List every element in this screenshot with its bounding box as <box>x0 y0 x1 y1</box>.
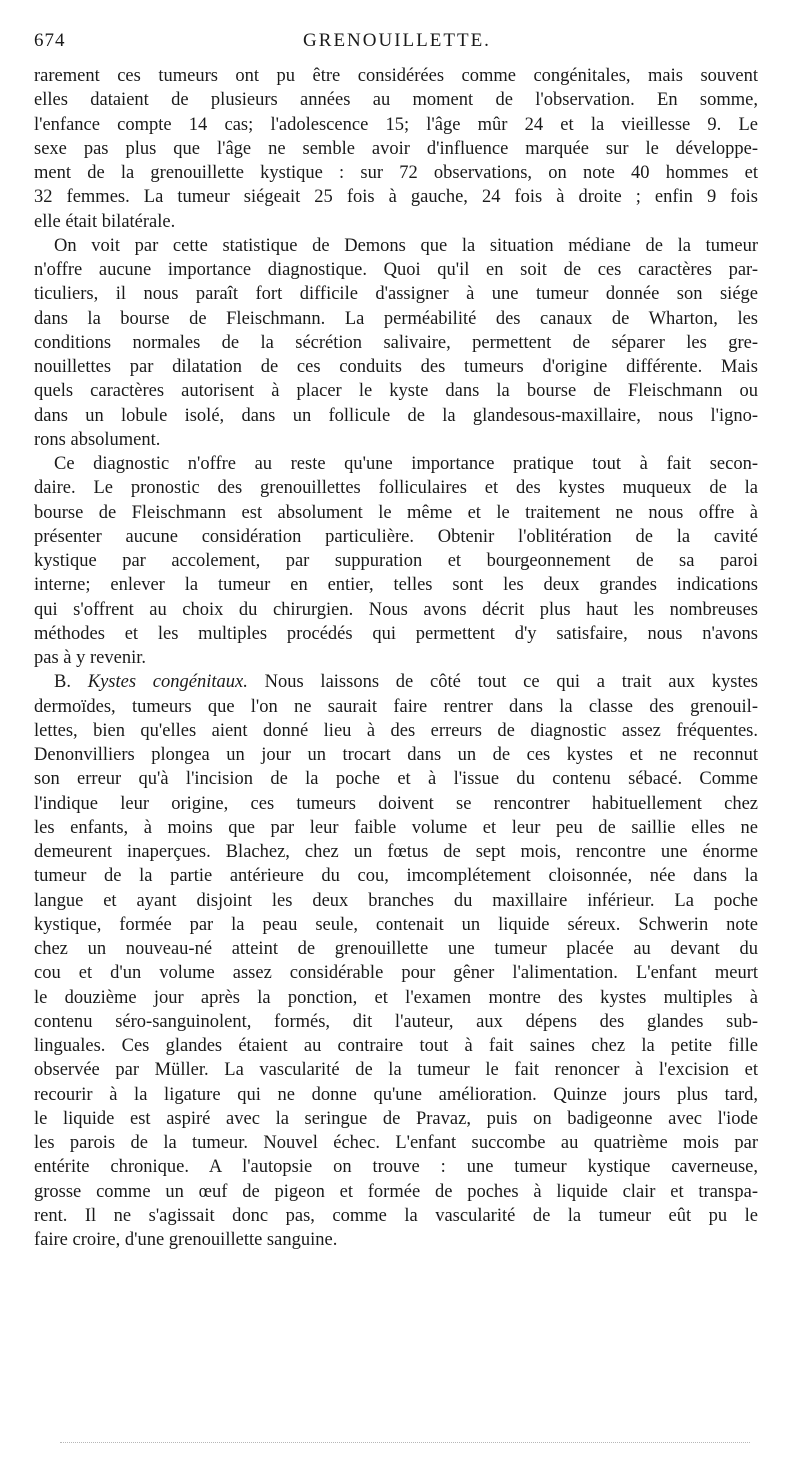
text-line: dans un lobule isolé, dans un follicule de la glandesous-maxillaire, nous l'igno- <box>34 405 758 426</box>
text-line: nouillettes par dilatation de ces conduits des tumeurs d'origine différente. Mais <box>34 357 758 377</box>
text-line: chez un nouveau-né atteint de grenouillette une tumeur placée au devant du <box>34 939 758 959</box>
text-line: qui s'offrent au choix du chirurgien. Nous avons décrit plus haut les nombreuses <box>34 599 758 620</box>
text-line: pas à y revenir. <box>34 648 146 668</box>
text-line: rarement ces tumeurs ont pu être considérées comme congénitales, mais souvent <box>34 66 758 86</box>
text-line: quels caractères autorisent à placer le kyste dans la bourse de Fleischmann ou <box>34 381 758 402</box>
text-line: ment de la grenouillette kystique : sur 72 observations, on note 40 hommes et <box>34 163 758 183</box>
page-bottom-edge <box>60 1442 750 1445</box>
text-line: ticuliers, il nous paraît fort difficile d'assigner à une tumeur donnée son siége <box>34 284 758 305</box>
text-line: présenter aucune considération particulière. Obtenir l'oblitération de la cavité <box>34 526 758 547</box>
page-number: 674 <box>34 30 66 51</box>
text-line: 32 femmes. La tumeur siégeait 25 fois à gauche, 24 fois à droite ; enfin 9 fois <box>34 187 758 208</box>
text-line: bourse de Fleischmann est absolument le même et le traitement ne nous offre à <box>34 502 758 523</box>
text-line: faire croire, d'une grenouillette sanguine. <box>34 1230 338 1250</box>
text-line: demeurent inaperçues. Blachez, chez un fœtus de sept mois, rencontre une énorme <box>34 842 758 862</box>
text-line: rent. Il ne s'agissait donc pas, comme la vascularité de la tumeur eût pu le <box>34 1205 758 1226</box>
text-line: son erreur qu'à l'incision de la poche et à l'issue du contenu sébacé. Comme <box>34 769 758 790</box>
text-line: linguales. Ces glandes étaient au contraire tout à fait saines chez la petite fille <box>34 1036 758 1056</box>
section-title: Kystes congénitaux. <box>87 672 248 693</box>
text-line: les parois de la tumeur. Nouvel échec. L'enfant succombe au quatrième mois par <box>34 1133 758 1153</box>
text-line: le liquide est aspiré avec la seringue de Pravaz, puis on badigeonne avec l'iode <box>34 1108 758 1129</box>
text-line: conditions normales de la sécrétion salivaire, permettent de séparer les gre- <box>34 332 758 353</box>
text-line: Denonvilliers plongea un jour un trocart dans un de ces kystes et ne reconnut <box>34 745 758 765</box>
text-line: Ce diagnostic n'offre au reste qu'une importance pratique tout à fait secon- <box>54 454 758 474</box>
running-head <box>34 30 760 58</box>
section-first-line-text: Nous laissons de côté tout ce qui a trait aux kystes <box>264 672 758 693</box>
text-line: grosse comme un œuf de pigeon et formée de poches à liquide clair et transpa- <box>34 1181 758 1202</box>
text-line: On voit par cette statistique de Demons que la situation médiane de la tumeur <box>54 235 758 256</box>
text-line: l'enfance compte 14 cas; l'adolescence 15; l'âge mûr 24 et la vieillesse 9. Le <box>34 114 758 135</box>
text-line: observée par Müller. La vascularité de la tumeur le fait renoncer à l'excision et <box>34 1060 758 1081</box>
text-line: les enfants, à moins que par leur faible volume et leur peu de saillie elles ne <box>34 817 758 838</box>
text-line: elle était bilatérale. <box>34 211 176 232</box>
text-line: kystique par accolement, par suppuration et bourgeonnement de sa paroi <box>34 551 758 571</box>
text-line: cou et d'un volume assez considérable pour gêner l'alimentation. L'enfant meurt <box>34 963 758 984</box>
text-line: méthodes et les multiples procédés qui permettent d'y satisfaire, nous n'avons <box>34 623 758 644</box>
text-line: n'offre aucune importance diagnostique. Quoi qu'il en soit de ces caractères par- <box>34 260 758 280</box>
text-line: langue et ayant disjoint les deux branches du maxillaire inférieur. La poche <box>34 890 758 911</box>
text-line: kystique, formée par la peau seule, contenait un liquide séreux. Schwerin note <box>34 914 758 935</box>
running-title: GRENOUILLETTE. <box>303 30 491 51</box>
text-line: rons absolument. <box>34 429 161 450</box>
text-line: dans la bourse de Fleischmann. La perméabilité des canaux de Wharton, les <box>34 308 758 329</box>
text-line: lettes, bien qu'elles aient donné lieu à des erreurs de diagnostic assez fréquentes. <box>34 720 758 741</box>
text-line: interne; enlever la tumeur en entier, telles sont les deux grandes indications <box>34 575 758 596</box>
text-line: daire. Le pronostic des grenouillettes folliculaires et des kystes muqueux de la <box>34 478 758 499</box>
text-line: le douzième jour après la ponction, et l'examen montre des kystes multiples à <box>34 987 758 1008</box>
body-text <box>34 64 758 1252</box>
text-line: sexe pas plus que l'âge ne semble avoir d'influence marquée sur le développe- <box>34 138 758 159</box>
section-b-heading-line <box>34 670 758 694</box>
section-label: B. <box>54 672 71 693</box>
text-line: l'indique leur origine, ces tumeurs doivent se rencontrer habituellement chez <box>34 793 758 814</box>
text-line: contenu séro-sanguinolent, formés, dit l'auteur, aux dépens des glandes sub- <box>34 1011 758 1032</box>
text-line: tumeur de la partie antérieure du cou, imcomplétement cloisonnée, née dans la <box>34 866 758 887</box>
text-line: elles dataient de plusieurs années au moment de l'observation. En somme, <box>34 90 758 111</box>
text-line: recourir à la ligature qui ne donne qu'une amélioration. Quinze jours plus tard, <box>34 1084 758 1105</box>
text-line: dermoïdes, tumeurs que l'on ne saurait faire rentrer dans la classe des grenouil- <box>34 696 758 717</box>
text-line: entérite chronique. A l'autopsie on trouve : une tumeur kystique caverneuse, <box>34 1157 758 1178</box>
